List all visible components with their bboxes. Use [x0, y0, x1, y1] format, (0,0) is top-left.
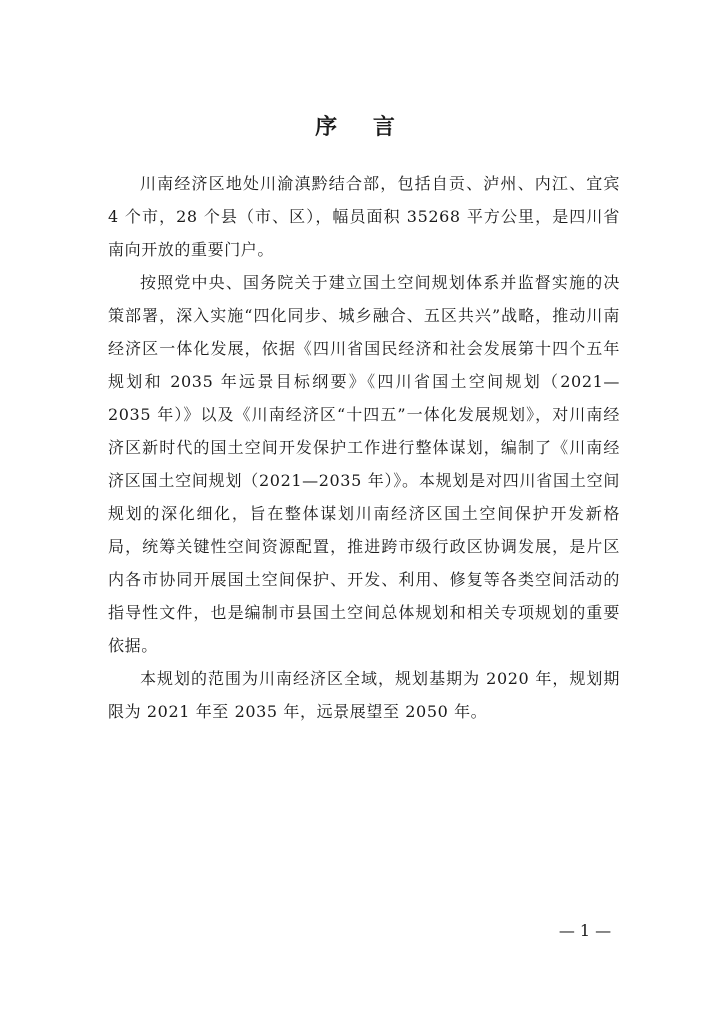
paragraph-scope: 本规划的范围为川南经济区全域，规划基期为 2020 年，规划期限为 2021 年至 2035 年，远景展望至 2050 年。 — [108, 669, 620, 721]
paragraph-basis: 按照党中央、国务院关于建立国土空间规划体系并监督实施的决策部署，深入实施“四化同步、城乡融合、五区共兴”战略，推动川南经济区一体化发展，依据《四川省国民经济和社会发展第十四个五年规划和 2035 年远景目标纲要》《四川省国土空间规划（2021—2035 年）》以及《川南经济区“十四五”一体化发展规划》，对川南经济区新时代的国土空间开发保护工作进行整体谋划，编制了《川南经济区国土空间规划（2021—2035 年）》。本规划是对四川省国土空间规划的深化细化，旨在整体谋划川南经济区国土空间保护开发新格局，统筹关键性空间资源配置，推进跨市级行政区协调发展，是片区内各市协同开展国土空间保护、开发、利用、修复等各类空间活动的指导性文件，也是编制市县国土空间总体规划和相关专项规划的重要依据。 — [108, 273, 620, 655]
page-number: — 1 — — [558, 921, 612, 940]
paragraph-overview: 川南经济区地处川渝滇黔结合部，包括自贡、泸州、内江、宜宾 4 个市，28 个县（市、区），幅员面积 35268 平方公里，是四川省南向开放的重要门户。 — [108, 174, 620, 259]
body-text — [108, 167, 620, 728]
page-title: 序 言 — [315, 114, 409, 140]
